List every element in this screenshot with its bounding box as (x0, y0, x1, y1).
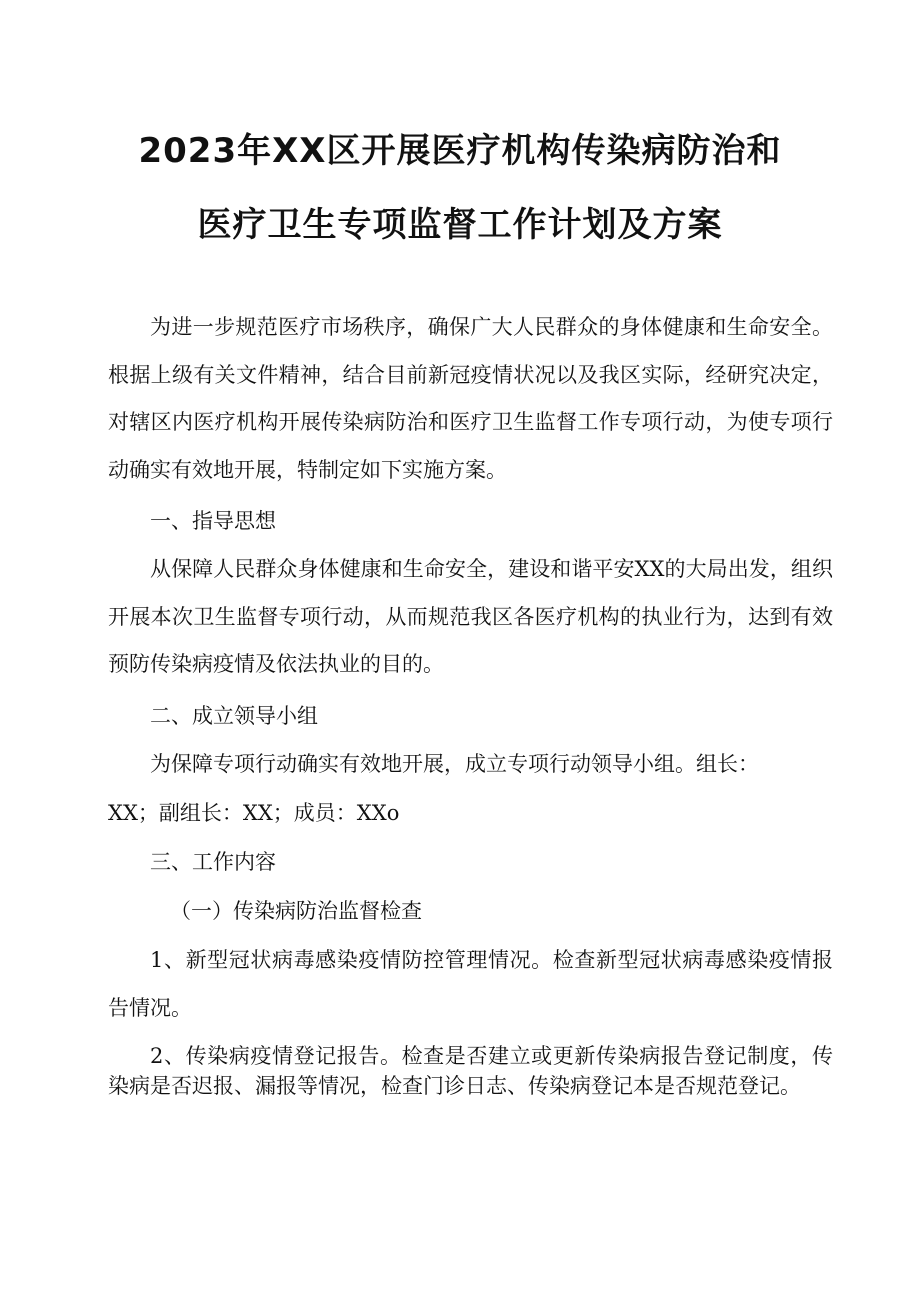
section-1-heading: 一、指导思想 (150, 509, 276, 533)
section-2-body-line-2: XX；副组长：XX；成员：XXo (108, 801, 400, 825)
document-title-line-2: 医疗卫生专项监督工作计划及方案 (197, 205, 723, 245)
item-2-paragraph: 2、传染病疫情登记报告。检查是否建立或更新传染病报告登记制度，传染病是否迟报、漏报等情况，检查门诊日志、传染病登记本是否规范登记。 (108, 1044, 833, 1098)
section-3-heading: 三、工作内容 (150, 850, 276, 874)
document-title-line-1: 2023年XX区开展医疗机构传染病防治和 (138, 131, 782, 171)
section-1-body: 从保障人民群众身体健康和生命安全，建设和谐平安XX的大局出发，组织开展本次卫生监督专项行动，从而规范我区各医疗机构的执业行为，达到有效预防传染病疫情及依法执业的目的。 (108, 557, 833, 676)
subsection-1-heading: （一）传染病防治监督检查 (170, 899, 422, 923)
item-1-paragraph: 1、新型冠状病毒感染疫情防控管理情况。检查新型冠状病毒感染疫情报告情况。 (108, 948, 833, 1020)
section-2-heading: 二、成立领导小组 (150, 704, 318, 728)
section-2-body-line-1: 为保障专项行动确实有效地开展，成立专项行动领导小组。组长： (150, 752, 759, 776)
intro-paragraph: 为进一步规范医疗市场秩序，确保广大人民群众的身体健康和生命安全。根据上级有关文件精神，结合目前新冠疫情状况以及我区实际，经研究决定，对辖区内医疗机构开展传染病防治和医疗卫生监督工作专项行动，为使专项行动确实有效地开展，特制定如下实施方案。 (108, 315, 833, 482)
